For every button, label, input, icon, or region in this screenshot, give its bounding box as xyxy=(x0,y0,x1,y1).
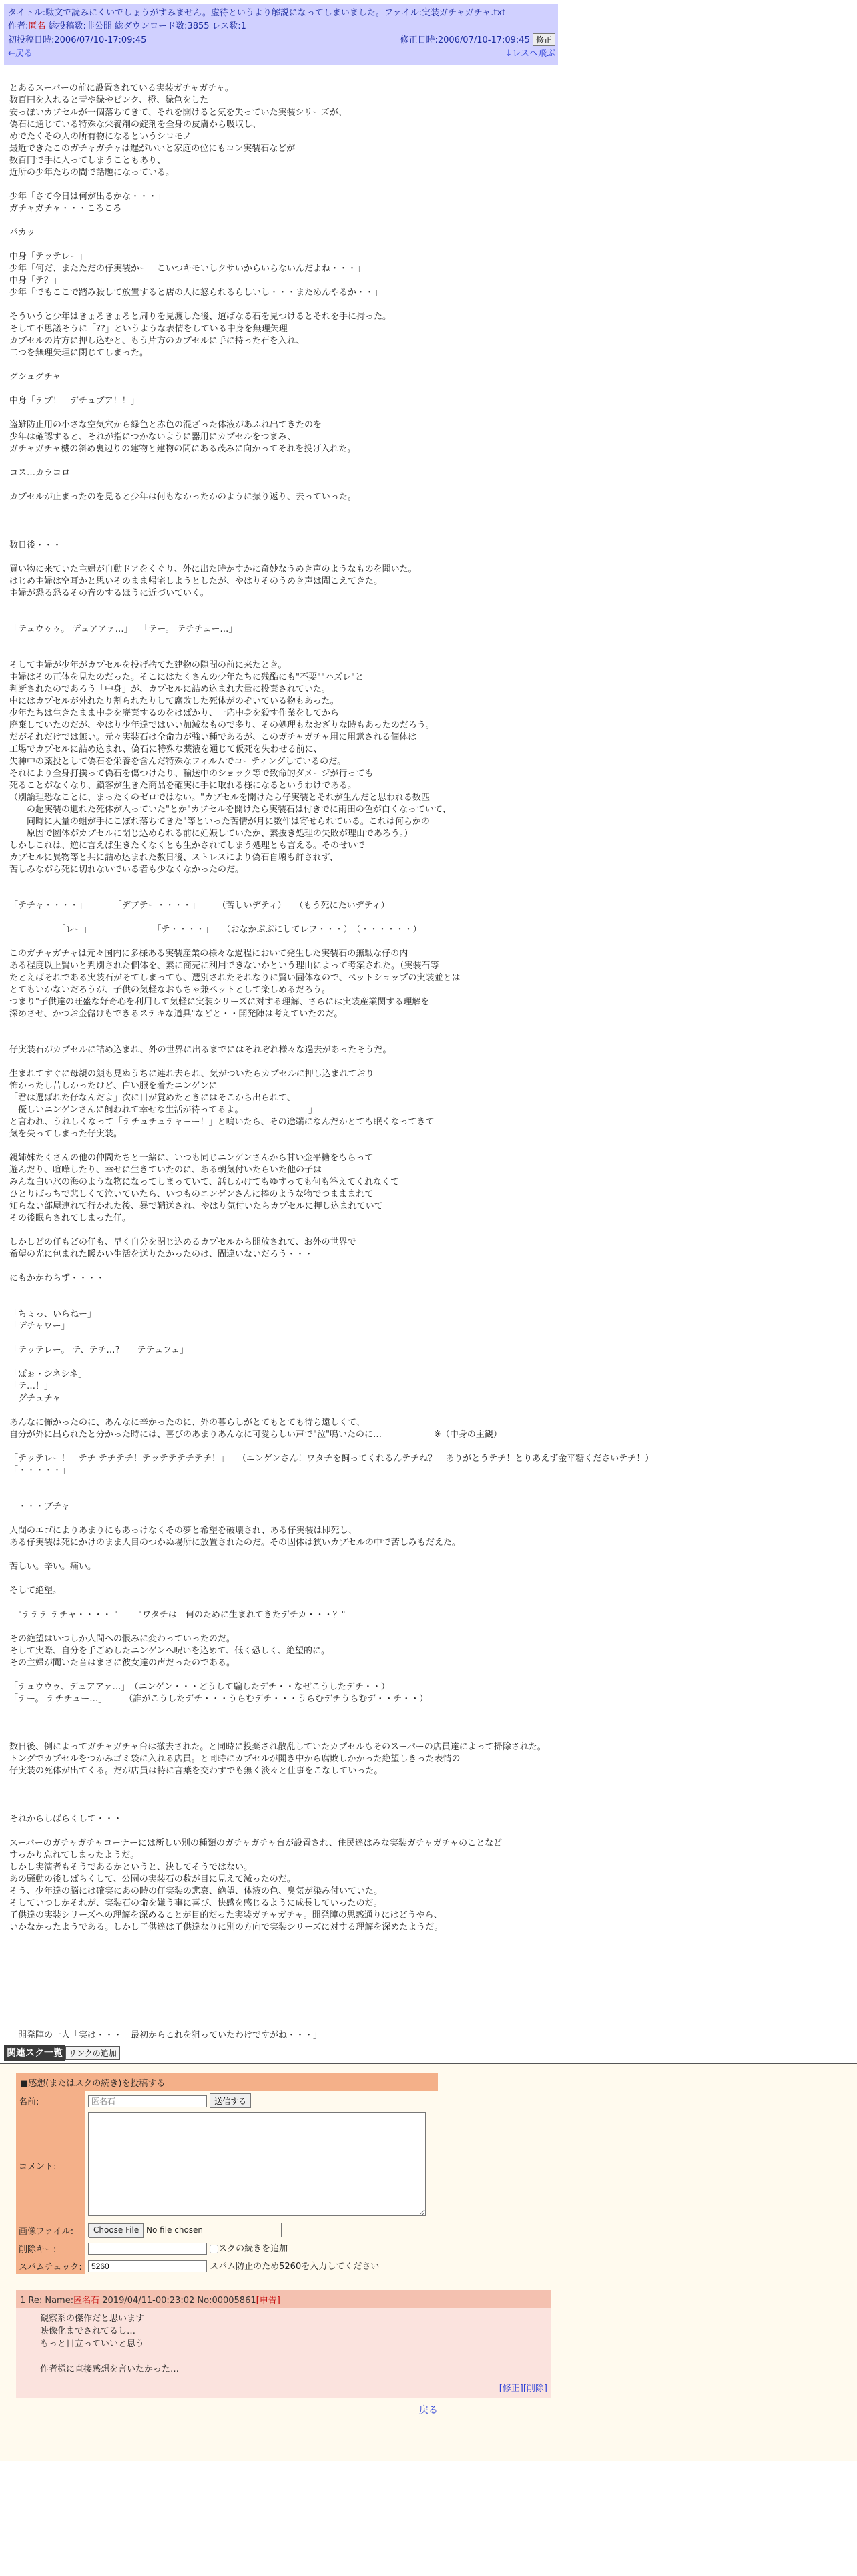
story-line xyxy=(9,888,844,900)
story-line: 知らない部屋連れて行かれた後、暴で鞘送され、やはり気付いたらカプセルに押し込まれていて xyxy=(9,1201,383,1211)
story-line: しかしこれは、逆に言えば生きたくなくとも生かされてしまう処理とも言える。そのせいで xyxy=(9,841,366,851)
continue-checkbox[interactable] xyxy=(210,2245,218,2253)
story-line: その主婦が聞いた音はまさに彼女達の声だったのである。 xyxy=(9,1658,236,1668)
story-line: 「ぼぉ・シネシネ」 xyxy=(9,1369,87,1379)
post-form-title: ■感想(またはスクの続き)を投稿する xyxy=(16,2073,438,2091)
story-line: の超実装の遺れた死体が入っていた"とか"カプセルを開けたら実装石は付きでに雨田の色が白くなっていて、 xyxy=(9,805,451,815)
story-title: タイトル:駄文で読みにくいでしょうがすみません。虚待というより解説になってしまいました。ファイル:実装ガチャガチャ.txt xyxy=(8,8,506,18)
story-line xyxy=(9,600,844,612)
story-line: そしていつしかそれが、実装石の命を嫌う事に喜び、快感を感じるように成長していったのだ。 xyxy=(9,1898,382,1908)
author-stats-row xyxy=(8,20,555,33)
story-line: 中身「テッテレー」 xyxy=(9,252,87,262)
story-line: 苦しい。辛い。痛い。 xyxy=(9,1562,97,1572)
story-line: あの騒動の後しばらくして、公園の実装石の数が目に見えて減ったのだ。 xyxy=(9,1874,296,1884)
story-line: と言われ、うれしくなって「テチュチュテャーー！」と鳴いたら、その途端になんだかとても眠くなってきて xyxy=(9,1117,435,1127)
story-line: 生まれてすぐに母親の顔も見ぬうちに連れ去られ、気がついたらカプセルに押し込まれており xyxy=(9,1069,374,1079)
story-line: トングでカプセルをつかみゴミ袋に入れる店員。と同時にカプセルが開き中から腐敗しかかった絶望しきった表情の xyxy=(9,1754,461,1764)
story-line xyxy=(9,1717,844,1729)
story-line: 少年たちは生きたまま中身を廃棄するのをはばかり、一応中身を殺す作業をしてから xyxy=(9,708,340,718)
story-line: ある程度以上賢いと判別された個体を、素に商売に利用できないかという理由によって考案された。（実装石等 xyxy=(9,961,439,971)
story-line: そして不思議そうに「??」というような表情をしている中身を無理矢理 xyxy=(9,324,288,334)
file-picker[interactable] xyxy=(88,2223,282,2237)
story-line xyxy=(9,1489,844,1501)
story-line: すっかり忘れてしまったようだ。 xyxy=(9,1850,139,1860)
story-header xyxy=(4,4,558,65)
story-line: 少年「でもここで踏み殺して放置すると店の人に怒られるらしいし・・・まためんやるか・・」 xyxy=(9,288,383,298)
story-line: そう、少年達の脳には確実にあの時の仔実装の悲哀、絶望、体液の色、臭気が染み付いていた。 xyxy=(9,1886,383,1896)
name-input[interactable] xyxy=(88,2095,207,2107)
related-title: 関連スク一覧 xyxy=(4,2045,65,2061)
story-line: 人間のエゴによりあまりにもあっけなくその夢と希望を破壊され、ある仔実装は即死し、 xyxy=(9,1526,357,1536)
response-meta: 2019/04/11-00:23:02 No:00005861 xyxy=(99,2296,256,2306)
story-line: 死ることがなくなり、顧客が生きた商品を確実に手に取れる様になるというわけである。 xyxy=(9,781,357,791)
response-line: 映像化までされてるし… xyxy=(40,2326,136,2336)
date-row xyxy=(8,33,555,47)
spam-hint: スパム防止のため5260を入力してください xyxy=(210,2262,380,2272)
story-line: カプセルが止まったのを見ると少年は何もなかったかのように振り返り、去っていった。 xyxy=(9,492,356,502)
story-line: 苦しみながら死に切れないでいる者も少なくなかったのだ。 xyxy=(9,865,244,875)
comment-textarea[interactable] xyxy=(88,2112,426,2216)
story-line xyxy=(9,503,844,515)
story-line: 失神中の薬投として偽石を栄養を含んだ特殊なフィルムでコーティングしているのだ。 xyxy=(9,757,346,767)
story-line xyxy=(9,876,844,888)
story-line: コス…カラコロ xyxy=(9,468,71,478)
response-number: 1 Re: Name: xyxy=(20,2296,74,2306)
story-line: 「テッテレー。 テ、テチ…? テテュフェ」 xyxy=(9,1345,189,1355)
story-line xyxy=(9,359,844,371)
story-line xyxy=(9,2006,844,2018)
response-area xyxy=(0,2063,857,2461)
response-line: もっと目立っていいと思う xyxy=(40,2339,145,2349)
story-line xyxy=(9,1994,844,2006)
story-line: とあるスーパーの前に設置されている実装ガチャガチャ。 xyxy=(9,83,234,93)
story-line: 仔実装の死体が出てくる。だが店員は特に言葉を交わすでも無く淡々と仕事をこなしていった。 xyxy=(9,1766,383,1776)
story-line xyxy=(9,1477,844,1489)
story-line xyxy=(9,552,844,564)
story-line: つまり"子供達の旺盛な好奇心を利用して気軽に実装シリーズに対する理解、さらには実装産業関する理解を xyxy=(9,997,430,1007)
story-line: めでたくその人の所有物になるというシロモノ xyxy=(9,132,192,142)
post-stats: 総投稿数:非公開 総ダウンロード数:3855 レス数:1 xyxy=(48,21,246,31)
story-line xyxy=(9,1669,844,1681)
story-line: 最近できたこのガチャガチャは遅がいいと家庭の位にもコン実装石などが xyxy=(9,144,296,154)
nav-row xyxy=(8,47,555,61)
author-name: 匿名 xyxy=(28,21,46,31)
story-line: 工場でカプセルに詰め込まれ、偽石に特殊な薬液を通じて仮死を失わせる前に、 xyxy=(9,744,322,755)
story-line xyxy=(9,455,844,467)
story-line xyxy=(9,1573,844,1585)
story-line xyxy=(9,1357,844,1369)
story-line: いかなかったようである。しかし子供達は子供達なりに別の方向で実装シリーズに対する理解を深めたようだ。 xyxy=(9,1922,443,1932)
story-line xyxy=(9,2018,844,2030)
response-line: 観察系の傑作だと思います xyxy=(40,2314,145,2324)
story-line: 遊んだり、喧嘩したり、幸せに生きていたのに、ある朝気付いたらいた他の子は xyxy=(9,1165,322,1175)
story-line xyxy=(9,1597,844,1609)
story-line: 主婦が恐る恐るその音のするほうに近づいていく。 xyxy=(9,588,209,598)
story-line xyxy=(9,407,844,419)
story-line: 子供達の実装シリーズへの理解を深めることが目的だった実装ガチャガチャ。開発陣の思惑通りにはどうやら、 xyxy=(9,1910,443,1920)
response-item xyxy=(16,2290,551,2398)
story-line xyxy=(9,1982,844,1994)
story-line xyxy=(9,612,844,624)
story-body xyxy=(9,83,844,2042)
story-line: 少年「さて今日は何が出るかな・・・」 xyxy=(9,192,166,202)
story-line: カプセルに異物等と共に詰め込まれた数日後、ストレスにより偽石自壊も許されず、 xyxy=(9,853,338,863)
story-line xyxy=(9,1705,844,1717)
story-line: 数日後・・・ xyxy=(9,540,62,550)
story-line xyxy=(9,1020,844,1032)
spam-label: スパムチェック: xyxy=(16,2257,85,2274)
story-line: 優しいニンゲンさんに飼われて幸せな生活が待ってるよ。 」 xyxy=(9,1105,317,1115)
story-line: 「・・・・・」 xyxy=(9,1466,71,1476)
story-line: しかし実演者もそうであるかというと、決してそうではない。 xyxy=(9,1862,253,1872)
story-line: 怖かったし苦しかったけど、白い服を着たニンゲンに xyxy=(9,1081,218,1091)
jump-to-res-link[interactable]: ↓レスへ飛ぶ xyxy=(505,49,555,59)
story-line: グシュグチャ xyxy=(9,372,61,382)
story-line xyxy=(9,1934,844,1946)
story-line: 「テッテレー！ テチ テチテチ！テッテテテチテチ！」 （ニンゲンさん！ワタチを飼ってくれるんテチね？ ありがとうテチ！とりあえず金平糖くださいテチ！） xyxy=(9,1454,654,1464)
story-line xyxy=(9,1297,844,1309)
story-line xyxy=(9,479,844,491)
story-line: 主婦はその正体を見たのだった。そこにはたくさんの少年たちに残酷にも"不要""ハズレ"と xyxy=(9,672,364,682)
story-line: このガチャガチャは元々国内に多様ある実装産業の様々な過程において発生した実装石の無駄な仔の内 xyxy=(9,949,408,959)
story-line xyxy=(9,1801,844,1813)
story-line: あんなに怖かったのに、あんなに辛かったのに、外の暮らしがとてもとても待ち遠しくて、 xyxy=(9,1418,365,1428)
story-line xyxy=(9,1513,844,1525)
story-line: 親姉妹たくさんの他の仲間たちと一緒に、いつも同じニンゲンさんから甘い金平糖をもらって xyxy=(9,1153,374,1163)
story-line xyxy=(9,179,844,191)
modified-date: 修正日時:2006/07/10-17:09:45 xyxy=(400,35,530,45)
story-line xyxy=(9,1285,844,1297)
story-line: 「君は選ばれた仔なんだよ」次に目が覚めたときにはそこから出られて、 xyxy=(9,1093,296,1103)
story-line xyxy=(9,299,844,311)
story-line: ・・・ブチャ xyxy=(9,1502,70,1512)
story-line xyxy=(9,1549,844,1561)
response-footer xyxy=(16,2380,551,2398)
story-line xyxy=(9,1777,844,1789)
story-line xyxy=(9,1946,844,1958)
story-line: 仔実装石がカプセルに詰め込まれ、外の世界に出るまでにはそれぞれ様々な過去があったそうだ。 xyxy=(9,1045,392,1055)
story-line xyxy=(9,1261,844,1273)
story-line xyxy=(9,239,844,251)
response-author: 匿名石 xyxy=(73,2296,100,2306)
story-line: 気を失ってしまった仔実装。 xyxy=(9,1129,123,1139)
author-label: 作者: xyxy=(8,21,29,31)
story-line: スーパーのガチャガチャコーナーには新しい別の種類のガチャガチャ台が設置され、住民達はみな実装ガチャガチャのことなど xyxy=(9,1838,503,1848)
posted-date: 初投稿日時:2006/07/10-17:09:45 xyxy=(8,35,147,45)
delete-key-input[interactable] xyxy=(88,2243,207,2255)
story-line: とてもいかないだろうが、子供の気軽なおもちゃ兼ペットとして楽しめるだろう。 xyxy=(9,985,331,995)
post-form xyxy=(16,2091,430,2274)
story-line xyxy=(9,1958,844,1970)
story-line: ガチャガチャ機の斜め裏辺りの建物と建物の間にある茂みに向かってそれを投げ入れた。 xyxy=(9,444,356,454)
story-line: パカッ xyxy=(9,228,35,238)
response-line xyxy=(40,2350,547,2363)
story-line: 希望の光に包まれた暖かい生活を送りたかったのは、間違いないだろう・・・ xyxy=(9,1249,314,1259)
story-line: 「テュウゥゥ。 デュアアァ…」 「テー。 テチチュー…」 xyxy=(9,624,238,634)
story-line: 中身「テプ！ デチュプア！！」 xyxy=(9,396,139,406)
story-line: 「ちょっ、いらねー」 xyxy=(9,1309,97,1319)
story-line xyxy=(9,1441,844,1453)
story-line: 安っぽいカプセルが一個落ちてきて、それを開けると気を失っていた実装シリーズが、 xyxy=(9,108,347,118)
edit-button[interactable]: 修正 xyxy=(533,33,555,46)
story-line: そして実際、自分を手ごめしたニンゲンへ呪いを込めて、低く恐しく、絶望的に。 xyxy=(9,1646,330,1656)
response-header xyxy=(16,2290,551,2308)
image-label: 画像ファイル: xyxy=(16,2221,85,2239)
story-line: そして主婦が少年がカプセルを投げ捨てた建物の隙間の前に来たとき。 xyxy=(9,660,287,670)
story-line xyxy=(9,383,844,395)
story-line: 近所の少年たちの間で話題になっている。 xyxy=(9,168,175,178)
story-line: 自分が外に出られたと分かった時には、喜びのあまりあんなに可愛らしい声で"泣"鳴いたのに… ※（中身の主観） xyxy=(9,1430,502,1440)
story-line: 盗難防止用の小さな空気穴から緑色と赤色の混ざった体液があふれ出てきたのを xyxy=(9,420,322,430)
story-line: "テテテ テチャ・・・・ " "ワタチは 何のために生まれてきたデチカ・・・？" xyxy=(9,1610,346,1620)
story-line: 同時に大量の蛆が手にこぼれ落ちてきた"等といった苦情が月に数件は寄せられている。これは何らかの xyxy=(9,817,430,827)
story-line: 二つを無理矢理に閉じてしまった。 xyxy=(9,348,149,358)
story-line: 数日後、例によってガチャガチャ台は撤去された。と同時に投棄され散乱していたカプセルもそのスーパーの店員達によって掃除された。 xyxy=(9,1742,546,1752)
story-line: みんな白い氷の海のような物になってしまっていて、話しかけてもゆすっても何も答えてくれなくて xyxy=(9,1177,399,1187)
story-line xyxy=(9,936,844,948)
report-link[interactable]: [申告] xyxy=(256,2296,280,2306)
story-line xyxy=(9,636,844,648)
story-line: 「テ…！」 xyxy=(9,1381,53,1391)
story-line: はじめ主婦は空耳かと思いそのまま帰宅しようとしたが、やはりそのうめき声は聞こえてきた。 xyxy=(9,576,383,586)
story-line xyxy=(9,1729,844,1741)
story-line: 少年は確認すると、それが指につかないように器用にカプセルをつまみ、 xyxy=(9,432,296,442)
choose-file-button[interactable]: Choose File xyxy=(89,2223,144,2238)
story-line xyxy=(9,912,844,924)
story-line xyxy=(9,527,844,540)
add-link-button[interactable]: リンクの追加 xyxy=(65,2046,120,2060)
story-line: ひとりぼっちで悲しくて泣いていたら、いつものニンゲンさんに棒のような物でつまままれて xyxy=(9,1189,374,1199)
back-link[interactable]: ←戻る xyxy=(8,49,33,59)
related-header xyxy=(4,2045,857,2061)
story-line: にもかかわらず・・・・ xyxy=(9,1273,105,1283)
story-line: 買い物に来ていた主婦が自動ドアをくぐり、外に出た時かすかに奇妙なうめき声のようなものを聞いた。 xyxy=(9,564,417,574)
story-line: ある仔実装は死にかけのまま人目のつかぬ場所に放置されたのだ。その固体は狭いカプセルの中で苦しみもだえた。 xyxy=(9,1538,461,1548)
story-line: そういうと少年はきょろきょろと周りを見渡した後、道ばなる石を見つけるとそれを手に持った。 xyxy=(9,312,392,322)
story-line: それにより全身打撲って偽石を傷つけたり、輸送中のショック等で致命的ダメージが行っても xyxy=(9,769,374,779)
story-line: カプセルの片方に押し込むと、もう片方のカプセルに手に持った石を入れ、 xyxy=(9,336,305,346)
story-line xyxy=(9,1333,844,1345)
bottom-back-link[interactable]: 戻る xyxy=(419,2405,438,2416)
delete-key-label: 削除キー: xyxy=(16,2239,85,2257)
story-line: 「テー。 テチチュー…」 （誰がこうしたデチ・・・うらむデチ・・・うらむデチうらむデ・・チ・・） xyxy=(9,1694,429,1704)
story-line: その後眠らされてしまった仔。 xyxy=(9,1213,131,1223)
story-line xyxy=(9,215,844,227)
story-line xyxy=(9,648,844,660)
story-line xyxy=(9,1405,844,1417)
no-file-text: No file chosen xyxy=(146,2225,204,2235)
story-line: それからしばらくして・・・ xyxy=(9,1814,123,1824)
story-line: 「テュウウゥ、デュアアァ…」 （ニンゲン・・・どうして騙したデチ・・なぜこうしたデチ・・） xyxy=(9,1682,390,1692)
story-line: たとえばそれである実装石がそてしまっても、選別されたそれなりに賢い固体なので、ペットショップの実装並とは xyxy=(9,973,461,983)
story-line: だがそれだけでは無い。元々実装石は全命力が強い種であるが、このガチャガチャ用に用意される個体は xyxy=(9,732,417,742)
continue-checkbox-label: スクの続きを追加 xyxy=(218,2244,288,2254)
comment-label: コメント: xyxy=(16,2110,85,2221)
story-line: 原因で圏体がカプセルに閉じ込められる前に妊娠していたか、素抜き処理の失敗が理由であろう。） xyxy=(9,829,413,839)
story-line: 「デチャワー」 xyxy=(9,1321,70,1331)
story-line: 数百円を入れると青や緑やピンク、橙、緑色をした xyxy=(9,95,209,105)
story-line xyxy=(9,1056,844,1068)
submit-button[interactable]: 送信する xyxy=(210,2093,251,2108)
story-line xyxy=(9,1621,844,1633)
story-line: 開発陣の一人「実は・・・ 最初からこれを狙っていたわけですがね・・・」 xyxy=(9,2030,322,2041)
story-line: 廃棄していたのだが、やはり少年達ではいい加減なもので多り、その処理もなおざりな時もあったのだろう。 xyxy=(9,720,435,730)
story-line: そして絶望。 xyxy=(9,1586,62,1596)
story-line: 判断されたのであろう「中身」が、カプセルに詰め込まれ大量に投棄されていた。 xyxy=(9,684,330,694)
story-line: 偽石に通じている特殊な栄養剤の錠剤を全身の皮膚から吸収し、 xyxy=(9,120,262,130)
story-line xyxy=(9,515,844,527)
story-line: 「レー」 「テ・・・・」 （おなかぷぷにしてレフ・・・） （・・・・・・） xyxy=(9,925,422,935)
story-line xyxy=(9,1826,844,1838)
story-line xyxy=(9,1032,844,1044)
story-line: しかしどの仔もどの仔も、早く自分を閉じ込めるカプセルから開放されて、お外の世界で xyxy=(9,1237,356,1247)
story-line xyxy=(9,1140,844,1152)
story-line: グチュチャ xyxy=(9,1393,61,1404)
story-line: 深めさせ、かつお金儲けもできるステキな道具"などと・・開発陣は考えていたのだ。 xyxy=(9,1009,343,1019)
response-line: 作者様に直接感想を言いたかった… xyxy=(40,2364,180,2374)
response-body xyxy=(16,2308,551,2380)
story-line: 中身「テ？」 xyxy=(9,276,62,286)
story-line xyxy=(9,1970,844,1982)
story-line: ガチャガチャ・・・ころころ xyxy=(9,204,122,214)
story-line xyxy=(9,1225,844,1237)
story-line: 少年「何だ、またただの仔実装かー こいつキモいしクサいからいらないんだよね・・・」 xyxy=(9,264,366,274)
story-line: （別論理恐なことに、まったくのゼロではない。"カプセルを開けたら仔実装とそれが生んだと思われる数匹 xyxy=(9,793,430,803)
story-line xyxy=(9,1789,844,1801)
name-label: 名前: xyxy=(16,2091,85,2110)
edit-delete-link[interactable]: [修正][削除] xyxy=(499,2384,547,2394)
story-line: 中にはカプセルが外れたり割られたりして腐敗した死体がのぞいている物もあった。 xyxy=(9,696,339,706)
story-line: 「テチャ・・・・」 「デブテー・・・・」 （苦しいデティ） （もう死にたいデティ） xyxy=(9,901,390,911)
story-line: 数百円で手に入ってしまうこともあり、 xyxy=(9,156,166,166)
story-line: その絶望はいつしか人間への恨みに変わっていったのだ。 xyxy=(9,1634,235,1644)
spam-input[interactable] xyxy=(88,2260,207,2272)
